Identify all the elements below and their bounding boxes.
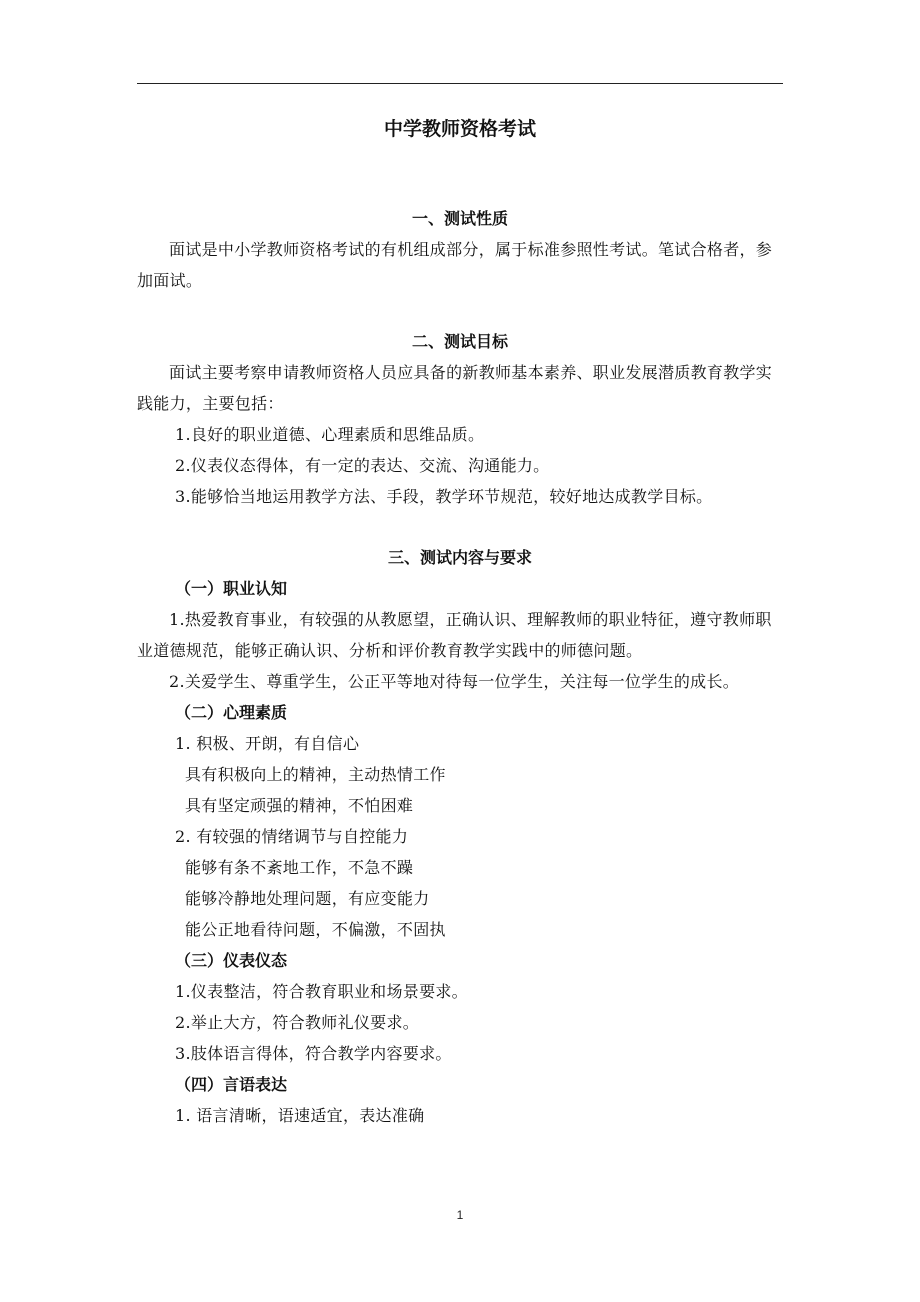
subsection-2-item: 1. 积极、开朗，有自信心 [175, 734, 360, 753]
subsection-1-paragraph: 1.热爱教育事业，有较强的从教愿望，正确认识、理解教师的职业特征，遵守教师职业道德规范，能够正确认识、分析和评价教育教学实践中的师德问题。 [137, 610, 772, 660]
subsection-3-item: 1.仪表整洁，符合教育职业和场景要求。 [175, 982, 468, 1001]
section-2-item: 2.仪表仪态得体，有一定的表达、交流、沟通能力。 [175, 456, 550, 475]
subsection-heading-4: （四）言语表达 [175, 1075, 288, 1094]
section-heading-1: 一、测试性质 [411, 209, 508, 228]
subsection-heading-1: （一）职业认知 [175, 579, 288, 598]
section-1-paragraph: 面试是中小学教师资格考试的有机组成部分，属于标准参照性考试。笔试合格者，参加面试。 [137, 240, 773, 290]
subsection-heading-3: （三）仪表仪态 [175, 951, 288, 970]
subsection-2-subitem: 能公正地看待问题，不偏激，不固执 [185, 920, 446, 939]
document-body [137, 113, 783, 1131]
subsection-3-item: 3.肢体语言得体，符合教学内容要求。 [175, 1044, 452, 1063]
subsection-2-item: 2. 有较强的情绪调节与自控能力 [175, 827, 409, 846]
section-2-item: 1.良好的职业道德、心理素质和思维品质。 [175, 425, 485, 444]
subsection-2-subitem: 具有积极向上的精神，主动热情工作 [185, 765, 446, 784]
subsection-2-subitem: 具有坚定顽强的精神，不怕困难 [185, 796, 414, 815]
subsection-heading-2: （二）心理素质 [175, 703, 288, 722]
subsection-3-item: 2.举止大方，符合教师礼仪要求。 [175, 1013, 420, 1032]
document-title: 中学教师资格考试 [383, 118, 536, 140]
section-2-item: 3.能够恰当地运用教学方法、手段，教学环节规范，较好地达成教学目标。 [175, 487, 713, 506]
section-heading-3: 三、测试内容与要求 [387, 548, 532, 567]
subsection-1-paragraph: 2.关爱学生、尊重学生，公正平等地对待每一位学生，关注每一位学生的成长。 [169, 672, 740, 691]
section-2-paragraph: 面试主要考察申请教师资格人员应具备的新教师基本素养、职业发展潜质教育教学实践能力，主要包括： [137, 363, 773, 413]
section-gap [137, 296, 783, 326]
section-gap [137, 512, 783, 542]
page-number: 1 [456, 1208, 464, 1222]
subsection-2-subitem: 能够有条不紊地工作，不急不躁 [185, 858, 414, 877]
header-rule [137, 83, 783, 84]
subsection-4-item: 1. 语言清晰，语速适宜，表达准确 [175, 1106, 425, 1125]
section-heading-2: 二、测试目标 [411, 332, 508, 351]
subsection-2-subitem: 能够冷静地处理问题，有应变能力 [185, 889, 430, 908]
